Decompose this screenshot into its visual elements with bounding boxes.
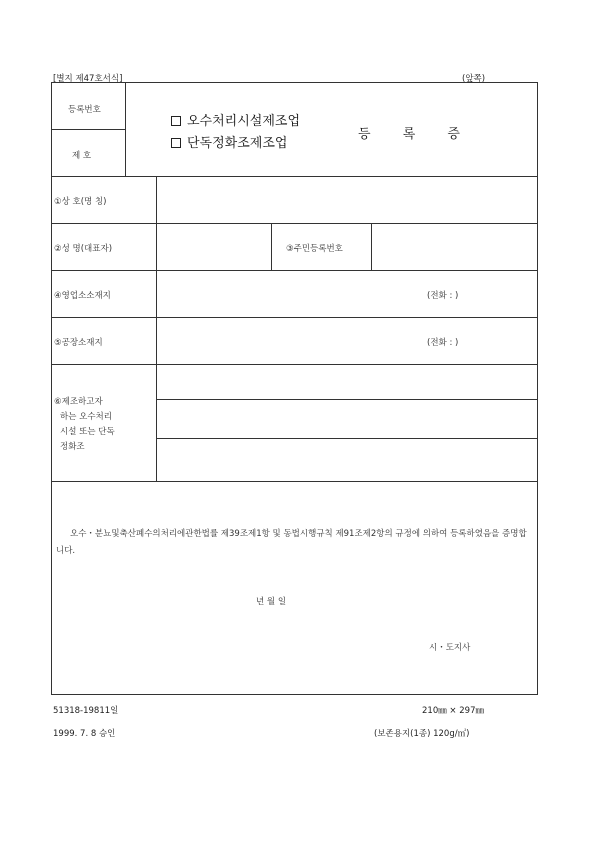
- resident-number-label: ③주민등록번호: [286, 244, 343, 254]
- checkbox-icon: [171, 116, 181, 126]
- label-column-divider: [156, 176, 157, 481]
- row-divider: [52, 176, 537, 177]
- row-divider: [52, 317, 537, 318]
- products-label-line: 시설 또는 단독: [60, 427, 115, 437]
- sub-row-divider: [156, 438, 537, 439]
- products-label-line: 정화조: [60, 442, 85, 452]
- reg-number-label: 등록번호: [68, 105, 101, 115]
- form-number: [별지 제47호서식]: [53, 74, 123, 84]
- number-label: 제 호: [72, 151, 92, 161]
- business-phone-label: (전화 : ): [427, 291, 459, 301]
- paper-size: 210㎜ × 297㎜: [422, 706, 484, 716]
- option-septic-tank: [171, 132, 287, 151]
- title-divider: [125, 83, 126, 176]
- sub-row-divider: [156, 399, 537, 400]
- option-label: 오수처리시설제조업: [187, 114, 301, 129]
- factory-phone-label: (전화 : ): [427, 338, 459, 348]
- checkbox-icon: [171, 138, 181, 148]
- row-divider: [52, 270, 537, 271]
- reg-number-divider: [52, 129, 125, 130]
- products-label: [54, 395, 115, 455]
- row-divider: [52, 223, 537, 224]
- trade-name-label: ①상 호(명 칭): [54, 197, 107, 207]
- form-code: 51318-19811일: [53, 706, 119, 716]
- factory-address-label: ⑤공장소재지: [54, 338, 103, 348]
- option-label: 단독정화조제조업: [187, 136, 288, 151]
- page-side-label: (앞쪽): [462, 74, 486, 84]
- issuer: 시・도지사: [429, 643, 471, 653]
- registration-certificate-form: [51, 82, 538, 695]
- products-label-line: 하는 오수처리: [60, 412, 112, 422]
- cell-divider: [271, 223, 272, 270]
- certificate-title: 등 록 증: [358, 127, 474, 142]
- certificate-statement: 오수・분뇨및축산폐수의처리에관한법률 제39조제1항 및 동법시행규칙 제91조제2항의 규정에 의하여 등록하였음을 증명합니다.: [56, 529, 527, 556]
- cell-divider: [371, 223, 372, 270]
- option-sewage-facility: [171, 110, 300, 129]
- row-divider: [52, 364, 537, 365]
- business-address-label: ④영업소소재지: [54, 291, 111, 301]
- issue-date: 년 월 일: [256, 597, 287, 607]
- products-label-line: ⑥제조하고자: [54, 397, 103, 407]
- paper-type: (보존용지(1종) 120g/㎡): [374, 729, 470, 739]
- row-divider: [52, 481, 537, 482]
- approval-date: 1999. 7. 8 승인: [53, 729, 116, 739]
- name-label: ②성 명(대표자): [54, 244, 113, 254]
